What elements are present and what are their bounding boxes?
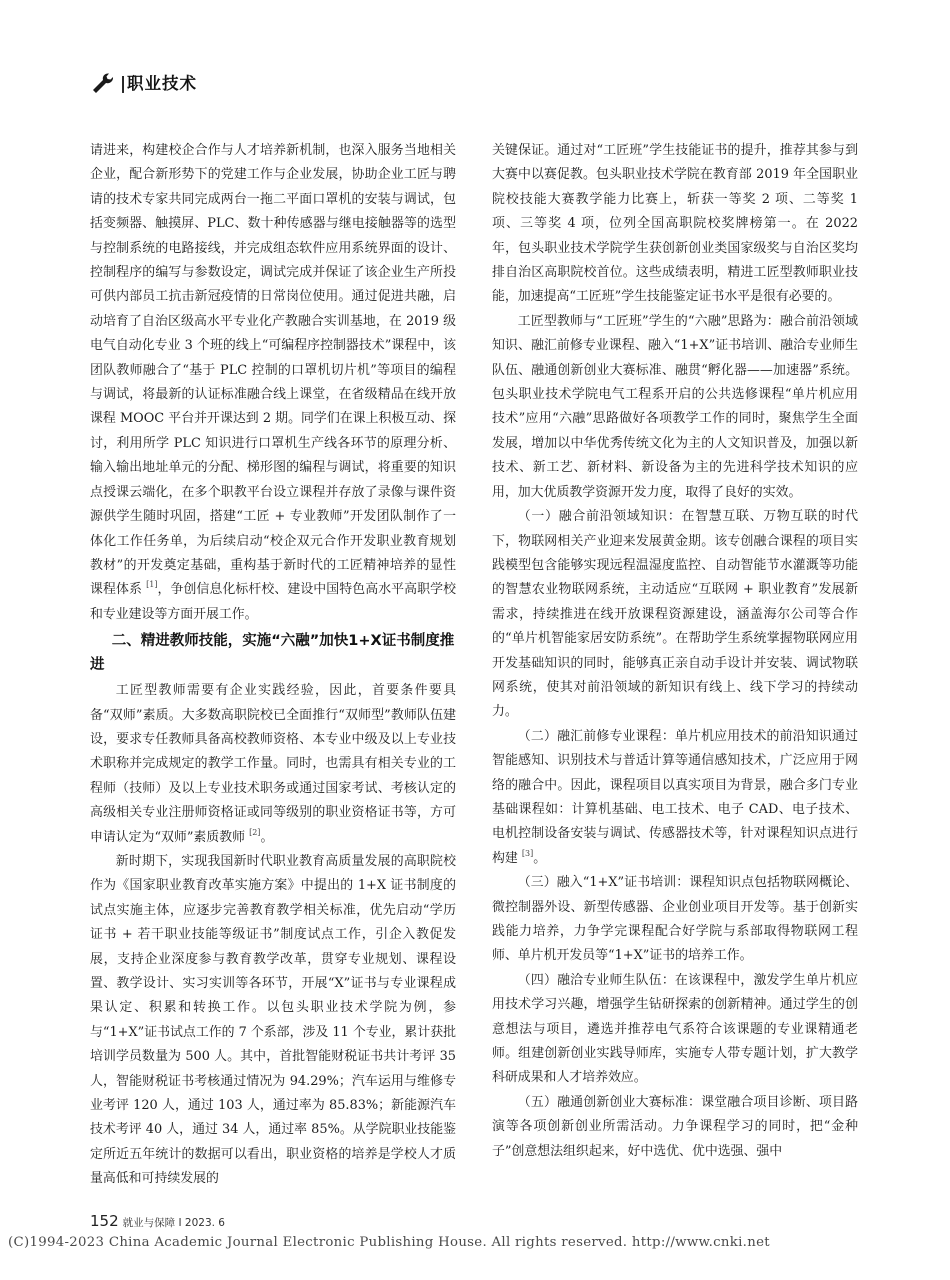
copyright-notice: (C)1994-2023 China Academic Journal Electronic Publishing House. All rights reserved. http://www.cnki.net <box>8 1235 770 1250</box>
paragraph: 工匠型教师与“工匠班”学生的“六融”思路为：融合前沿领域知识、融汇前修专业课程、融入“1+X”证书培训、融洽专业师生队伍、融通创新创业大赛标准、融贯“孵化器——加速器”系统。包头职业技术学院电气工程系开启的公共选修课程“单片机应用技术”应用“六融”思路做好各项教学工作的同时，聚焦学生全面发展，增加以中华优秀传统文化为主的人文知识普及，加强以新技术、新工艺、新材料、新设备为主的先进科学技术知识的应用，加大优质教学资源开发力度，取得了良好的实效。 <box>492 313 858 500</box>
running-header <box>90 68 197 96</box>
right-column <box>492 139 858 1164</box>
citation[interactable]: [3] <box>521 848 534 858</box>
paragraph: （三）融入“1+X”证书培训：课程知识点包括物联网概论、微控制器外设、新型传感器、企业创业项目开发等。基于创新实践能力培养，力争学完课程配合好学院与系部取得物联网工程师、单片机开发员等“1+X”证书的培养工作。 <box>492 875 858 964</box>
citation[interactable]: [1] <box>146 580 158 590</box>
page-footer <box>90 1212 225 1230</box>
paragraph: 请进来，构建校企合作与人才培养新机制，也深入服务当地相关企业，配合新形势下的党建工作与企业发展，协助企业工匠与聘请的技术专家共同完成两台一拖二平面口罩机的安装与调试，包括变频器、触摸屏、PLC、数十种传感器与继电接触器等的选型与控制系统的电路接线，并完成组态软件应用系统界面的设计、控制程序的编写与参数设定，调试完成并保证了该企业生产所投可供内部员工抗击新冠疫情的日常岗位使用。通过促进共融，启动培育了自治区级高水平专业化产教融合实训基地，在 2019 级电气自动化专业 3 个班的线上“可编程序控制器技术”课程中，该团队教师融合了“基于 PLC 控制的口罩机切片机”等项目的编程与调试，将最新的认证标准融合线上课堂，在省级精品在线开放课程 MOOC 平台并开课达到 2 期。同学们在课上积极互动、探讨，利用所学 PLC 知识进行口罩机生产线各环节的原理分析、输入输出地址单元的分配、梯形图的编程与调试，将重要的知识点授课云端化，在多个职教平台设立课程并存放了录像与课件资源供学生随时巩固，搭建“工匠 + 专业教师”开发团队制作了一体化工作任务单，为后续启动“校企双元合作开发职业教育规划教材”的开发奠定基础，重构基于新时代的工匠精神培养的显性课程体系 [1]，争创信息化标杆校、建设中国特色高水平高职学校和专业建设等方面开展工作。 <box>90 143 456 622</box>
paragraph: 关键保证。通过对“工匠班”学生技能证书的提升，推荐其参与到大赛中以赛促教。包头职业技术学院在教育部 2019 年全国职业院校技能大赛教学能力比赛上，斩获一等奖 2 项、二等奖 1 项、三等奖 4 项，位列全国高职院校奖牌榜第一。在 2022 年，包头职业技术学院学生获创新创业类国家级奖与自治区奖均排自治区高职院校首位。这些成绩表明，精进工匠型教师职业技能，加速提高“工匠班”学生技能鉴定证书水平是很有必要的。 <box>492 143 858 305</box>
section-heading: 二、精进教师技能，实施“六融”加快1+X证书制度推进 <box>90 633 455 674</box>
paragraph: （一）融合前沿领域知识：在智慧互联、万物互联的时代下，物联网相关产业迎来发展黄金期。该专创融合课程的项目实践模型包含能够实现远程温湿度监控、自动智能节水灌溉等功能的智慧农业物联网系统，主动适应“互联网 + 职业教育”发展新需求，持续推进在线开放课程资源建设，涵盖海尔公司等合作的“单片机智能家居安防系统”。在帮助学生系统掌握物联网应用开发基础知识的同时，能够真正亲自动手设计并安装、调试物联网系统，使其对前沿领域的新知识有线上、线下学习的持续动力。 <box>492 509 858 720</box>
paragraph: （五）融通创新创业大赛标准：课堂融合项目诊断、项目路演等各项创新创业所需活动。力争课程学习的同时，把“金种子”创意想法组织起来，好中选优、优中选强、强中 <box>492 1094 858 1159</box>
section-title: |职业技术 <box>120 74 198 93</box>
paragraph: （二）融汇前修专业课程：单片机应用技术的前沿知识通过智能感知、识别技术与普适计算等通信感知技术，广泛应用于网络的融合中。因此，课程项目以真实项目为背景，融合多门专业基础课程如：计算机基础、电工技术、电子 CAD、电子技术、电机控制设备安装与调试、传感器技术等，针对课程知识点进行构建 [3]。 <box>492 728 858 866</box>
page-number: 152 <box>90 1212 119 1230</box>
wrench-icon <box>90 71 116 93</box>
journal-name: 就业与保障 I 2023. 6 <box>122 1217 225 1229</box>
paragraph: 新时期下，实现我国新时代职业教育高质量发展的高职院校作为《国家职业教育改革实施方案》中提出的 1+X 证书制度的试点实施主体，应逐步完善教育教学相关标准，优先启动“学历证书 + 若干职业技能等级证书”制度试点工作，引企入教促发展，支持企业深度参与教育教学改革，贯穿专业规划、课程设置、教学设计、实习实训等各环节，开展“X”证书与专业课程成果认定、积累和转换工作。以包头职业技术学院为例，参与“1+X”证书试点工作的 7 个系部，涉及 11 个专业，累计获批培训学员数量为 500 人。其中，首批智能财税证书共计考评 35 人，智能财税证书考核通过情况为 94.29%；汽车运用与维修专业考评 120 人，通过 103 人，通过率为 85.83%；新能源汽车技术考评 40 人，通过 34 人，通过率 85%。从学院职业技能鉴定所近五年统计的数据可以看出，职业资格的培养是学校人才质量高低和可持续发展的 <box>90 853 456 1187</box>
paragraph: 工匠型教师需要有企业实践经验，因此，首要条件要具备“双师”素质。大多数高职院校已全面推行“双师型”教师队伍建设，要求专任教师具备高校教师资格、本专业中级及以上专业技术职称并完成规定的教学工作量。同时，也需具有相关专业的工程师（技师）及以上专业技术职务或通过国家考试、考核认定的高级相关专业注册师资格证或同等级别的职业资格证书等，方可申请认定为“双师”素质教师 [2]。 <box>90 683 456 845</box>
citation[interactable]: [2] <box>249 827 261 837</box>
paragraph: （四）融洽专业师生队伍：在该课程中，激发学生单片机应用技术学习兴趣，增强学生钻研探索的创新精神。通过学生的创意想法与项目，遴选并推荐电气系符合该课题的专业课精通老师。组建创新创业实践导师库，实施专人带专题计划，扩大教学科研成果和人才培养效应。 <box>492 972 858 1086</box>
left-column <box>90 139 456 1192</box>
